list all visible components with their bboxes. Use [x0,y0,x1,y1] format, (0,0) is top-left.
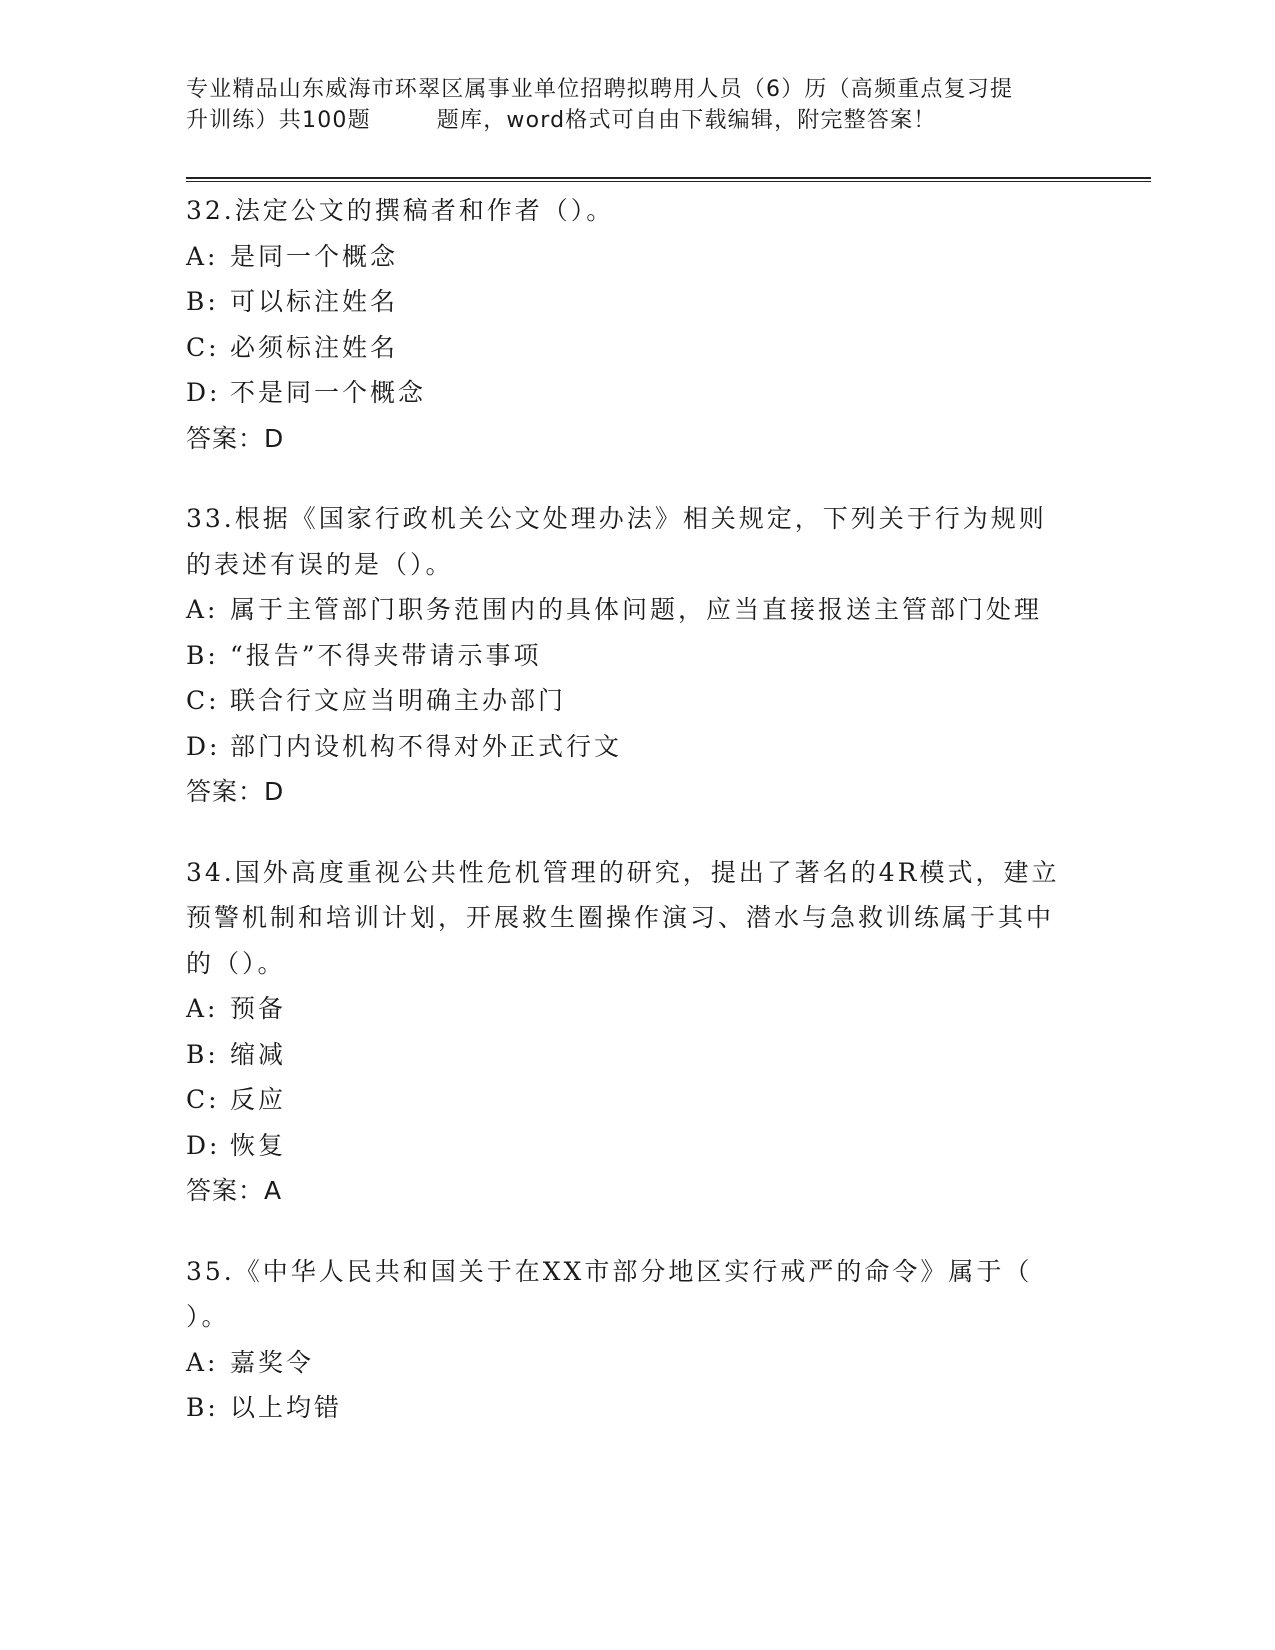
option-text: 预备 [230,994,287,1023]
option-text: 以上均错 [230,1393,343,1422]
option-key: B: [186,640,219,670]
option-d [186,724,1066,770]
question-35 [186,1249,1066,1431]
option-text: 是同一个概念 [230,241,399,271]
option-b [186,1385,1066,1431]
option-text: 不是同一个概念 [230,378,427,407]
page-header [186,74,1066,136]
option-text: 属于主管部门职务范围内的具体问题，应当直接报送主管部门处理 [230,595,1043,624]
option-a [186,234,1066,280]
option-key: D: [186,731,221,761]
option-key: D: [186,1130,221,1160]
question-stem: 32.法定公文的撰稿者和作者（）。 [186,196,615,225]
option-text: 恢复 [230,1130,287,1160]
option-key: A: [186,1347,219,1377]
option-b [186,633,1066,679]
option-text: 缩减 [230,1039,287,1069]
option-key: B: [186,1039,219,1069]
header-line-2-part-a: 升训练）共100题 [186,108,371,133]
option-c [186,1077,1066,1123]
answer-label: 答案：D [186,777,285,806]
option-a [186,587,1066,633]
option-text: 嘉奖令 [230,1347,315,1377]
option-key: B: [186,287,219,316]
question-32 [186,188,1066,461]
option-c [186,678,1066,724]
option-key: A: [186,241,219,271]
answer-label: 答案：D [186,423,285,453]
option-text: 反应 [230,1085,287,1114]
option-key: A: [186,595,219,624]
option-text: “报告”不得夹带请示事项 [230,640,542,670]
option-b [186,1032,1066,1078]
option-d [186,1123,1066,1169]
header-line-1: 专业精品山东威海市环翠区属事业单位招聘拟聘用人员（6）历（高频重点复习提 [186,77,1014,102]
answer-label: 答案：A [186,1176,283,1205]
header-line-2-part-b: 题库，word格式可自由下载编辑，附完整答案！ [436,108,937,133]
option-text: 联合行文应当明确主办部门 [230,686,567,715]
option-text: 可以标注姓名 [230,287,399,316]
question-stem: 34.国外高度重视公共性危机管理的研究，提出了著名的4R模式，建立预警机制和培训计划，开展救生圈操作演习、潜水与急救训练属于其中的（）。 [186,857,1060,978]
option-d [186,370,1066,416]
header-line-2 [186,105,1066,136]
option-a [186,1340,1066,1386]
option-key: D: [186,378,221,407]
question-list [186,188,1066,1466]
option-key: B: [186,1393,219,1422]
question-33 [186,496,1066,815]
option-key: C: [186,686,220,715]
option-key: A: [186,994,219,1023]
option-text: 必须标注姓名 [230,332,399,362]
option-key: C: [186,332,220,362]
question-stem: 35.《中华人民共和国关于在XX市部分地区实行戒严的命令》属于（ ）。 [186,1256,1033,1331]
header-divider-thin [186,181,1151,182]
option-b [186,279,1066,325]
question-stem: 33.根据《国家行政机关公文处理办法》相关规定，下列关于行为规则的表述有误的是（）。 [186,504,1047,579]
option-a [186,986,1066,1032]
option-key: C: [186,1085,220,1114]
question-34 [186,850,1066,1214]
option-text: 部门内设机构不得对外正式行文 [230,731,623,761]
header-divider-thick [186,177,1151,179]
option-c [186,325,1066,371]
